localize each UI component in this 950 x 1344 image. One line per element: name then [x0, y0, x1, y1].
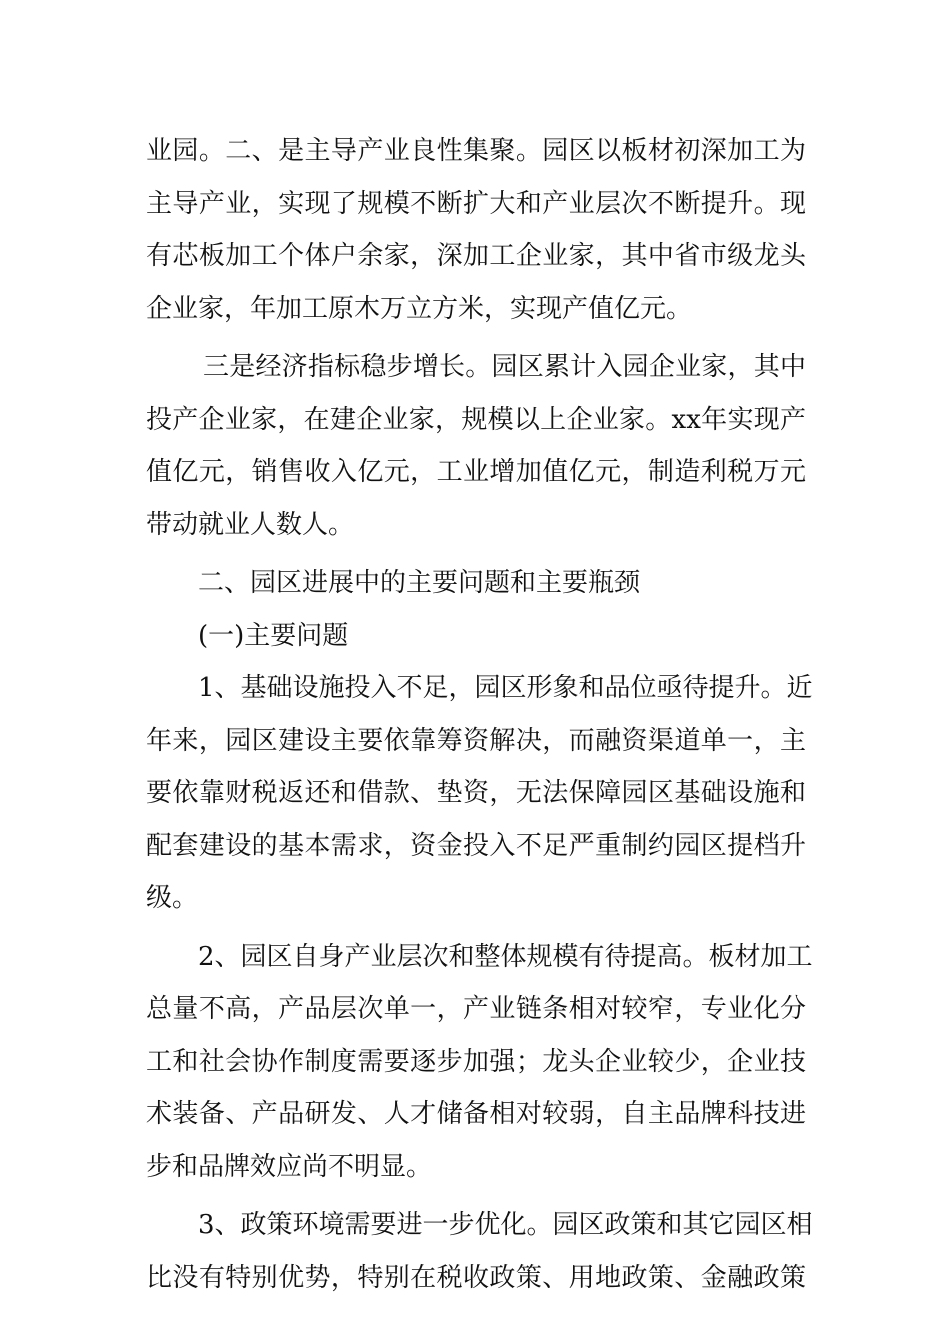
text-line: 1、基础设施投入不足，园区形象和品位亟待提升。近 — [198, 673, 813, 703]
text-line: 投产企业家，在建企业家，规模以上企业家。xx年实现产 — [146, 404, 806, 435]
text-line: 值亿元，销售收入亿元，工业增加值亿元，制造利税万元 — [146, 457, 806, 487]
text-line: 年来，园区建设主要依靠筹资解决，而融资渠道单一，主 — [146, 725, 806, 756]
text-line: 企业家，年加工原木万立方米，实现产值亿元。 — [146, 293, 693, 324]
text-line: 3、政策环境需要进一步优化。园区政策和其它园区相 — [198, 1210, 813, 1240]
text-line: 配套建设的基本需求，资金投入不足严重制约园区提档升 — [146, 830, 806, 861]
paragraph-policy — [146, 1199, 813, 1304]
paragraph-economic-indicators — [146, 341, 806, 551]
text-line: 比没有特别优势，特别在税收政策、用地政策、金融政策 — [146, 1262, 806, 1293]
paragraph-industry-scale — [146, 931, 813, 1194]
text-line: 带动就业人数人。 — [146, 509, 355, 540]
section-heading: 二、园区进展中的主要问题和主要瓶颈 — [198, 568, 641, 598]
text-line: 步和品牌效应尚不明显。 — [146, 1151, 433, 1182]
text-line: 三是经济指标稳步增长。园区累计入园企业家，其中 — [203, 352, 806, 382]
subsection-heading: (一)主要问题 — [198, 620, 349, 651]
text-line: 工和社会协作制度需要逐步加强；龙头企业较少，企业技 — [146, 1046, 806, 1077]
text-line: 有芯板加工个体户余家，深加工企业家，其中省市级龙头 — [146, 241, 806, 271]
text-line: 术装备、产品研发、人才储备相对较弱，自主品牌科技进 — [146, 1099, 806, 1129]
text-line: 主导产业，实现了规模不断扩大和产业层次不断提升。现 — [146, 188, 806, 219]
paragraph-infrastructure — [146, 662, 813, 925]
document-body — [146, 125, 813, 1304]
text-line: 要依靠财税返还和借款、垫资，无法保障园区基础设施和 — [146, 778, 806, 808]
text-line: 总量不高，产品层次单一，产业链条相对较窄，专业化分 — [146, 994, 806, 1024]
paragraph-industry-cluster — [146, 125, 806, 335]
text-line: 级。 — [146, 883, 199, 913]
text-line: 业园。二、是主导产业良性集聚。园区以板材初深加工为 — [146, 136, 806, 166]
text-line: 2、园区自身产业层次和整体规模有待提高。板材加工 — [198, 941, 813, 972]
